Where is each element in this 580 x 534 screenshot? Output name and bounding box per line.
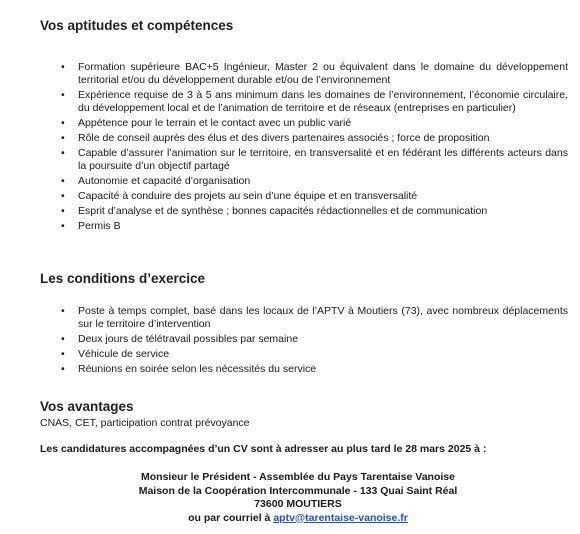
contact-block: [40, 471, 556, 525]
email-link[interactable]: aptv@tarentaise-vanoise.fr: [273, 511, 408, 524]
list-item: • Capable d’assurer l’animation sur le territoire, en transversalité et en fédérant les différents acteurs dans la poursuite d’un objectif partagé: [78, 147, 568, 173]
conditions-list: [78, 305, 568, 378]
list-item: • Rôle de conseil auprès des élus et des divers partenaires associés ; force de proposition: [78, 132, 568, 145]
email-line: [40, 512, 556, 526]
avantages-text: CNAS, CET, participation contrat prévoyance: [40, 417, 250, 429]
list-item: • Permis B: [78, 220, 568, 233]
list-item: • Formation supérieure BAC+5 Ingénieur, Master 2 ou équivalent dans le domaine du développement territorial et/ou du développement durable et/ou de l’environnement: [78, 61, 568, 87]
city-line: 73600 MOUTIERS: [254, 498, 342, 510]
list-item: • Expérience requise de 3 à 5 ans minimum dans les domaines de l’environnement, l’économie circulaire, du développement local et de l’animation de territoire et de réseaux (entreprises en particulier): [78, 89, 568, 115]
aptitudes-list: [78, 61, 568, 235]
list-item: • Appétence pour le terrain et le contact avec un public varié: [78, 117, 568, 130]
list-item: • Poste à temps complet, basé dans les locaux de l’APTV à Moutiers (73), avec nombreux déplacements sur le territoire d’intervention: [78, 305, 568, 331]
list-item: • Réunions en soirée selon les nécessités du service: [78, 363, 568, 376]
email-prefix: ou par courriel à: [188, 511, 274, 524]
list-item: • Véhicule de service: [78, 348, 568, 361]
list-item: • Deux jours de télétravail possibles par semaine: [78, 333, 568, 346]
conditions-heading: Les conditions d’exercice: [40, 271, 206, 286]
list-item: • Esprit d’analyse et de synthèse ; bonnes capacités rédactionnelles et de communication: [78, 205, 568, 218]
recipient-line: Monsieur le Président - Assemblée du Pays Tarentaise Vanoise: [141, 471, 455, 483]
deadline-text: Les candidatures accompagnées d’un CV sont à adresser au plus tard le 28 mars 2025 à :: [40, 443, 487, 455]
avantages-heading: Vos avantages: [40, 399, 134, 414]
list-item: • Autonomie et capacité d’organisation: [78, 175, 568, 188]
aptitudes-heading: Vos aptitudes et compétences: [40, 18, 234, 33]
list-item: • Capacité à conduire des projets au sein d’une équipe et en transversalité: [78, 190, 568, 203]
address-line: Maison de la Coopération Intercommunale - 133 Quai Saint Réal: [138, 484, 458, 497]
